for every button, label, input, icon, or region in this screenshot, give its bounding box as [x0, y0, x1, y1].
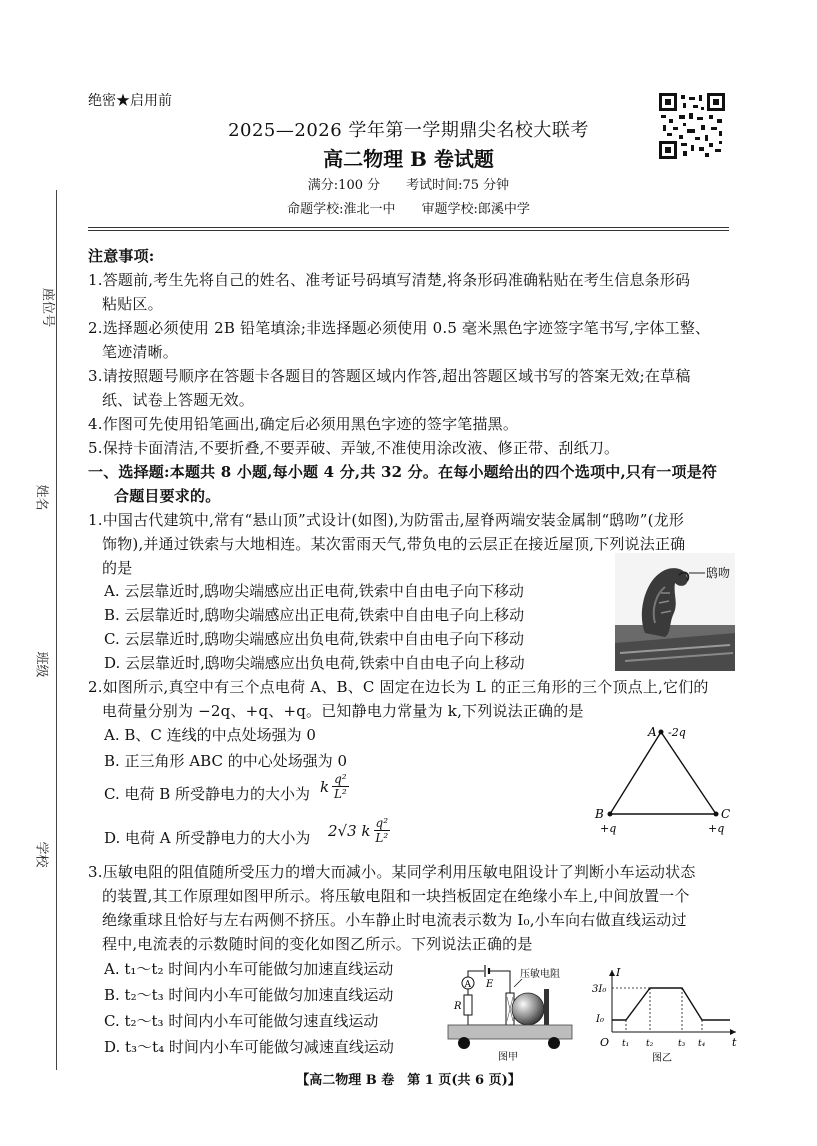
q3-stem: 绝缘重球且恰好与左右两侧不挤压。小车静止时电流表示数为 I₀,小车向右做直线运动过	[102, 911, 687, 929]
notes-heading: 注意事项:	[88, 247, 155, 265]
side-label-class: 班级	[33, 651, 49, 678]
q1-option-c: C. 云层靠近时,鸱吻尖端感应出负电荷,铁索中自由电子向下移动	[104, 630, 525, 648]
note-line: 笔迹清晰。	[102, 343, 179, 361]
qr-code	[659, 93, 725, 159]
note-line: 纸、试卷上答题无效。	[102, 391, 255, 409]
q2-option-d: D. 电荷 A 所受静电力的大小为	[104, 829, 311, 847]
q3-sensor-label: 压敏电阻	[520, 969, 560, 980]
q3-figure-yi	[590, 966, 740, 1064]
q1-option-b: B. 云层靠近时,鸱吻尖端感应出正电荷,铁索中自由电子向上移动	[104, 606, 525, 624]
side-label-school: 学校	[33, 841, 49, 868]
side-label-seat: 座位号	[40, 287, 56, 328]
q3-option-b: B. t₂～t₃ 时间内小车可能做匀加速直线运动	[104, 986, 394, 1004]
q1-option-d: D. 云层靠近时,鸱吻尖端感应出负电荷,铁索中自由电子向上移动	[104, 654, 525, 672]
q2-charge-c: +q	[708, 822, 725, 835]
q3-resistor-label: R	[454, 1001, 462, 1012]
q2-charge-b: +q	[600, 822, 617, 835]
q3-tick-t1: t₁	[622, 1039, 630, 1049]
q2-label-a: A	[648, 725, 657, 739]
q3-y-low-label: I₀	[596, 1014, 604, 1025]
q2-formula-d-coef: 2√3 k	[328, 821, 371, 840]
q2-stem: 2.如图所示,真空中有三个点电荷 A、B、C 固定在边长为 L 的正三角形的三个顶点上,它们的	[88, 678, 709, 696]
q1-figure-label: 鸱吻	[706, 566, 731, 580]
note-line: 4.作图可先使用铅笔画出,确定后必须用黑色字迹的签字笔描黑。	[88, 415, 519, 433]
q2-charge-a: -2q	[668, 726, 686, 739]
q3-tick-t2: t₂	[646, 1039, 654, 1049]
q1-option-a: A. 云层靠近时,鸱吻尖端感应出正电荷,铁索中自由电子向下移动	[104, 582, 524, 600]
note-line: 1.答题前,考生先将自己的姓名、准考证号码填写清楚,将条形码准确粘贴在考生信息条形码	[88, 271, 691, 289]
section-heading-cont: 合题目要求的。	[114, 487, 221, 505]
q3-y-high-label: 3I₀	[592, 984, 607, 995]
q1-stem: 饰物),并通过铁索与大地相连。某次雷雨天气,带负电的云层正在接近屋顶,下列说法正确	[102, 535, 686, 553]
q3-option-a: A. t₁～t₂ 时间内小车可能做匀加速直线运动	[104, 960, 394, 978]
q2-formula-c	[320, 772, 349, 801]
q2-formula-d-den: L²	[375, 831, 389, 845]
q3-fig-yi-caption: 图乙	[652, 1053, 672, 1064]
exam-meta-score-time: 满分:100 分 考试时间:75 分钟	[307, 178, 510, 193]
q3-fig-jia-caption: 图甲	[498, 1052, 518, 1063]
note-line: 粘贴区。	[102, 295, 163, 313]
q3-stem: 3.压敏电阻的阻值随所受压力的增大而减小。某同学利用压敏电阻设计了判断小车运动状态	[88, 863, 696, 881]
q2-option-c: C. 电荷 B 所受静电力的大小为	[104, 785, 311, 803]
q3-y-axis-label: I	[616, 966, 621, 979]
q2-formula-c-num: q²	[334, 772, 347, 786]
q2-formula-d-num: q²	[375, 816, 389, 830]
q2-label-b: B	[595, 807, 604, 821]
q3-figure-jia	[440, 957, 580, 1065]
q3-stem: 程中,电流表的示数随时间的变化如图乙所示。下列说法正确的是	[102, 935, 533, 953]
q3-tick-t3: t₃	[678, 1039, 686, 1049]
q3-tick-t4: t₄	[698, 1039, 706, 1049]
fraction	[374, 816, 391, 845]
q3-origin-label: O	[600, 1036, 610, 1049]
note-line: 5.保持卡面清洁,不要折叠,不要弄破、弄皱,不准使用涂改液、修正带、刮纸刀。	[88, 439, 620, 457]
q3-option-d: D. t₃～t₄ 时间内小车可能做匀减速直线运动	[104, 1038, 394, 1056]
q2-stem: 电荷量分别为 −2q、+q、+q。已知静电力常量为 k,下列说法正确的是	[102, 702, 584, 720]
q2-formula-c-den: L²	[333, 787, 347, 801]
q3-stem: 的装置,其工作原理如图甲所示。将压敏电阻和一块挡板固定在绝缘小车上,中间放置一个	[102, 887, 690, 905]
side-label-name: 姓名	[33, 484, 49, 511]
q1-figure-chiwen	[615, 553, 735, 671]
q3-x-axis-label: t	[732, 1036, 737, 1049]
q2-label-c: C	[721, 807, 731, 821]
q2-option-b: B. 正三角形 ABC 的中心处场强为 0	[104, 752, 348, 770]
q3-current-curve	[612, 988, 730, 1020]
fraction	[332, 772, 349, 801]
q3-emf-label: E	[486, 979, 494, 990]
note-line: 2.选择题必须使用 2B 铅笔填涂;非选择题必须使用 0.5 毫米黑色字迹签字笔书写,字体工整、	[88, 319, 711, 337]
header-divider	[88, 227, 729, 231]
exam-title: 2025—2026 学年第一学期鼎尖名校大联考	[228, 120, 589, 141]
subject-title: 高二物理 B 卷试题	[323, 147, 494, 171]
q2-formula-c-coef: k	[320, 777, 330, 796]
q2-triangle-figure	[590, 722, 740, 837]
exam-meta-schools: 命题学校:淮北一中 审题学校:郎溪中学	[287, 202, 530, 217]
section-heading: 一、选择题:本题共 8 小题,每小题 4 分,共 32 分。在每小题给出的四个选项中,只有一项是符	[88, 463, 718, 481]
q1-stem: 的是	[102, 559, 133, 577]
secret-mark: 绝密★启用前	[88, 93, 172, 109]
q2-option-a: A. B、C 连线的中点处场强为 0	[104, 726, 316, 744]
page-footer: 【高二物理 B 卷 第 1 页(共 6 页)】	[296, 1073, 521, 1088]
note-line: 3.请按照题号顺序在答题卡各题目的答题区域内作答,超出答题区域书写的答案无效;在草稿	[88, 367, 691, 385]
q3-ammeter-label: A	[464, 980, 471, 990]
q1-stem: 1.中国古代建筑中,常有“悬山顶”式设计(如图),为防雷击,屋脊两端安装金属制“鸱吻”(龙形	[88, 511, 685, 529]
q2-formula-d	[328, 816, 390, 845]
q3-option-c: C. t₂～t₃ 时间内小车可能做匀速直线运动	[104, 1012, 379, 1030]
